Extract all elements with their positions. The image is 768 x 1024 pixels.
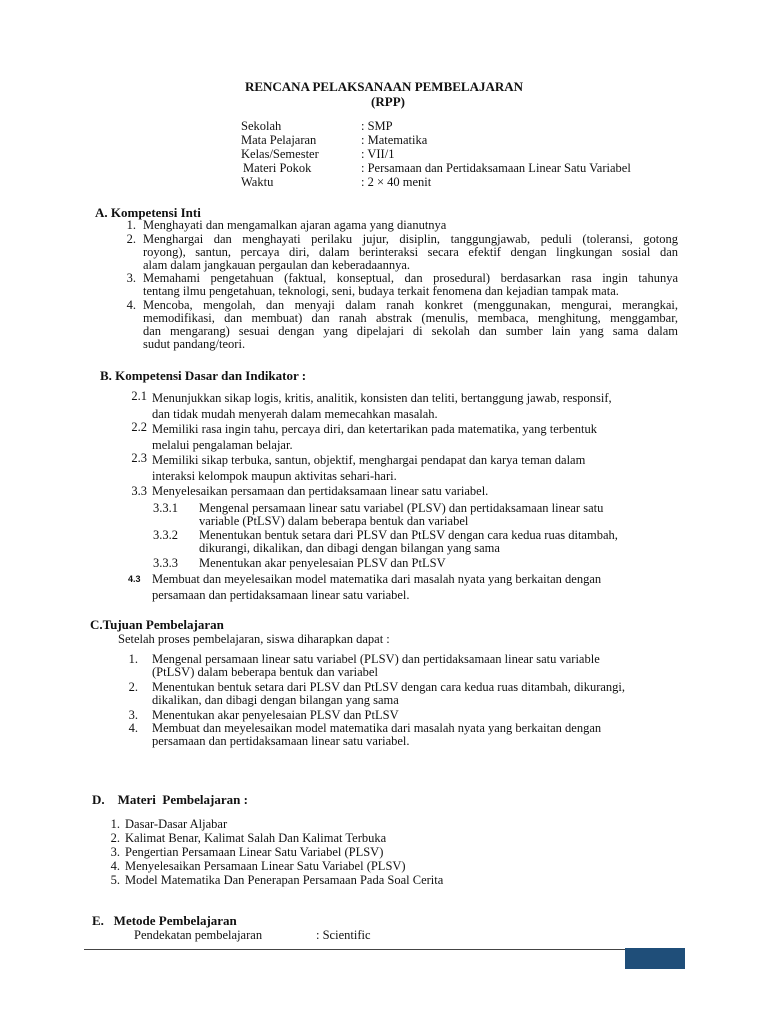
identity-value: : Persamaan dan Pertidaksamaan Linear Satu Variabel: [361, 161, 631, 175]
page-title: RENCANA PELAKSANAAN PEMBELAJARAN: [244, 79, 524, 94]
sub-list-item: [199, 557, 679, 570]
list-item: Kalimat Benar, Kalimat Salah Dan Kalimat Terbuka: [125, 831, 387, 845]
list-number: 4.: [110, 859, 120, 873]
list-item-line: dikalikan, dan dibagi dengan bilangan yang sama: [152, 693, 399, 707]
identity-label: Mata Pelajaran: [241, 133, 317, 147]
footer-divider: [84, 949, 684, 950]
sub-list-item: [199, 502, 679, 528]
list-item: [143, 272, 678, 298]
list-item-line: royong), santun, percaya diri, dalam berinteraksi secara efektif dengan lingkungan sosial dan: [143, 245, 678, 259]
list-item-line: Membuat dan meyelesaikan model matematika dari masalah nyata yang berkaitan dengan: [152, 572, 602, 586]
identity-value: : VII/1: [361, 147, 395, 161]
list-number: 2.3: [131, 451, 147, 465]
list-item-line: Menyelesaikan persamaan dan pertidaksamaan linear satu variabel.: [152, 484, 489, 498]
list-item-line: sudut pandang/teori.: [143, 337, 246, 351]
list-number: 1.: [128, 652, 138, 666]
section-a-heading: A. Kompetensi Inti: [95, 205, 201, 220]
page-subtitle: (RPP): [371, 94, 405, 109]
list-item-line: Memiliki sikap terbuka, santun, objektif, menghargai pendapat dan karya teman dalam: [152, 453, 586, 467]
list-number: 2.: [128, 680, 138, 694]
list-item-line: Menentukan akar penyelesaian PLSV dan PtLSV: [152, 708, 399, 722]
list-item: [152, 722, 682, 748]
list-number: 5.: [110, 873, 120, 887]
list-item-line: alam dalam jangkauan pergaulan dan keberadaannya.: [143, 258, 411, 272]
list-item-line: Memahami pengetahuan (faktual, konseptual, dan prosedural) berdasarkan rasa ingin tahunya: [143, 271, 678, 285]
list-number: 2.1: [131, 389, 147, 403]
section-e-heading: E. Metode Pembelajaran: [92, 913, 237, 928]
list-item: [152, 421, 672, 453]
section-c-intro: Setelah proses pembelajaran, siswa diharapkan dapat :: [118, 632, 390, 646]
list-item: [143, 299, 678, 351]
list-number: 2.2: [131, 420, 147, 434]
approach-value: : Scientific: [316, 928, 371, 942]
list-item: Model Matematika Dan Penerapan Persamaan Pada Soal Cerita: [125, 873, 444, 887]
list-number: 4.: [128, 721, 138, 735]
list-item-line: Mencoba, mengolah, dan menyaji dalam ranah konkret (menggunakan, mengurai, merangkai,: [143, 298, 678, 312]
list-number: 3.: [126, 271, 136, 285]
list-item-line: variable (PtLSV) dalam beberapa bentuk dan variabel: [199, 514, 469, 528]
list-item-line: dan mengarang) sesuai dengan yang dipelajari di sekolah dan sumber lain yang sama dalam: [143, 324, 678, 338]
list-item-line: Membuat dan meyelesaikan model matematika dari masalah nyata yang berkaitan dengan: [152, 721, 602, 735]
list-item: Pengertian Persamaan Linear Satu Variabel (PLSV): [125, 845, 384, 859]
list-item-line: Menghayati dan mengamalkan ajaran agama yang dianutnya: [143, 218, 447, 232]
identity-value: : Matematika: [361, 133, 428, 147]
section-c-heading: C.Tujuan Pembelajaran: [90, 617, 224, 632]
section-d-heading: D. Materi Pembelajaran :: [92, 792, 248, 807]
identity-label: Materi Pokok: [243, 161, 312, 175]
list-number: 2.: [110, 831, 120, 845]
list-number: 3.: [110, 845, 120, 859]
approach-label: Pendekatan pembelajaran: [134, 928, 263, 942]
list-item-line: Menghargai dan menghayati perilaku jujur, disiplin, tanggungjawab, peduli (toleransi, gotong: [143, 232, 678, 246]
identity-value: : SMP: [361, 119, 393, 133]
section-b-heading: B. Kompetensi Dasar dan Indikator :: [100, 368, 307, 383]
list-item: [152, 390, 672, 422]
list-item: [143, 233, 678, 272]
list-number: 4.: [126, 298, 136, 312]
list-item: [152, 653, 682, 679]
footer-box: [625, 948, 685, 969]
list-item: [152, 571, 672, 603]
list-item-line: Menentukan bentuk setara dari PLSV dan PtLSV dengan cara kedua ruas ditambah, dikurangi,: [152, 680, 626, 694]
identity-label: Waktu: [241, 175, 274, 189]
list-item-line: Menentukan akar penyelesaian PLSV dan PtLSV: [199, 556, 446, 570]
list-item-line: Mengenal persamaan linear satu variabel (PLSV) dan pertidaksamaan linear satu: [199, 501, 604, 515]
sub-list-number: 3.3.2: [153, 528, 178, 542]
list-item-line: Menunjukkan sikap logis, kritis, analitik, konsisten dan teliti, bertanggung jawab, responsif,: [152, 391, 612, 405]
list-item-line: persamaan dan pertidaksamaan linear satu variabel.: [152, 588, 410, 602]
list-item-line: tentang ilmu pengetahuan, teknologi, seni, budaya terkait fenomena dan kejadian tampak mata.: [143, 284, 619, 298]
identity-label: Kelas/Semester: [241, 147, 319, 161]
list-number: 1.: [110, 817, 120, 831]
list-item-line: interaksi kelompok maupun aktivitas sehari-hari.: [152, 469, 397, 483]
list-item: [152, 452, 672, 484]
identity-value: : 2 × 40 menit: [361, 175, 432, 189]
sub-list-number: 3.3.3: [153, 556, 178, 570]
list-item-line: Mengenal persamaan linear satu variabel (PLSV) dan pertidaksamaan linear satu variable: [152, 652, 600, 666]
list-item: [143, 219, 678, 232]
list-number: 1.: [126, 218, 136, 232]
list-item-line: persamaan dan pertidaksamaan linear satu variabel.: [152, 734, 410, 748]
list-item: Menyelesaikan Persamaan Linear Satu Variabel (PLSV): [125, 859, 406, 873]
sub-list-item: [199, 529, 679, 555]
identity-label: Sekolah: [241, 119, 282, 133]
list-number: 4.3: [128, 574, 141, 584]
list-item-line: Memiliki rasa ingin tahu, percaya diri, dan ketertarikan pada matematika, yang terbentuk: [152, 422, 597, 436]
list-item-line: memodifikasi, dan membuat) dan ranah abstrak (menulis, membaca, menghitung, menggambar,: [143, 311, 678, 325]
sub-list-number: 3.3.1: [153, 501, 178, 515]
list-item-line: dan tidak mudah menyerah dalam memecahkan masalah.: [152, 407, 438, 421]
list-number: 2.: [126, 232, 136, 246]
list-item: Dasar-Dasar Aljabar: [125, 817, 228, 831]
list-item-line: melalui pengalaman belajar.: [152, 438, 293, 452]
list-item-line: dikurangi, dikalikan, dan dibagi dengan bilangan yang sama: [199, 541, 500, 555]
list-number: 3.: [128, 708, 138, 722]
list-item: [152, 681, 682, 707]
list-item-line: (PtLSV) dalam beberapa bentuk dan variabel: [152, 665, 378, 679]
list-number: 3.3: [131, 484, 147, 498]
list-item-line: Menentukan bentuk setara dari PLSV dan PtLSV dengan cara kedua ruas ditambah,: [199, 528, 618, 542]
list-item: [152, 485, 672, 498]
